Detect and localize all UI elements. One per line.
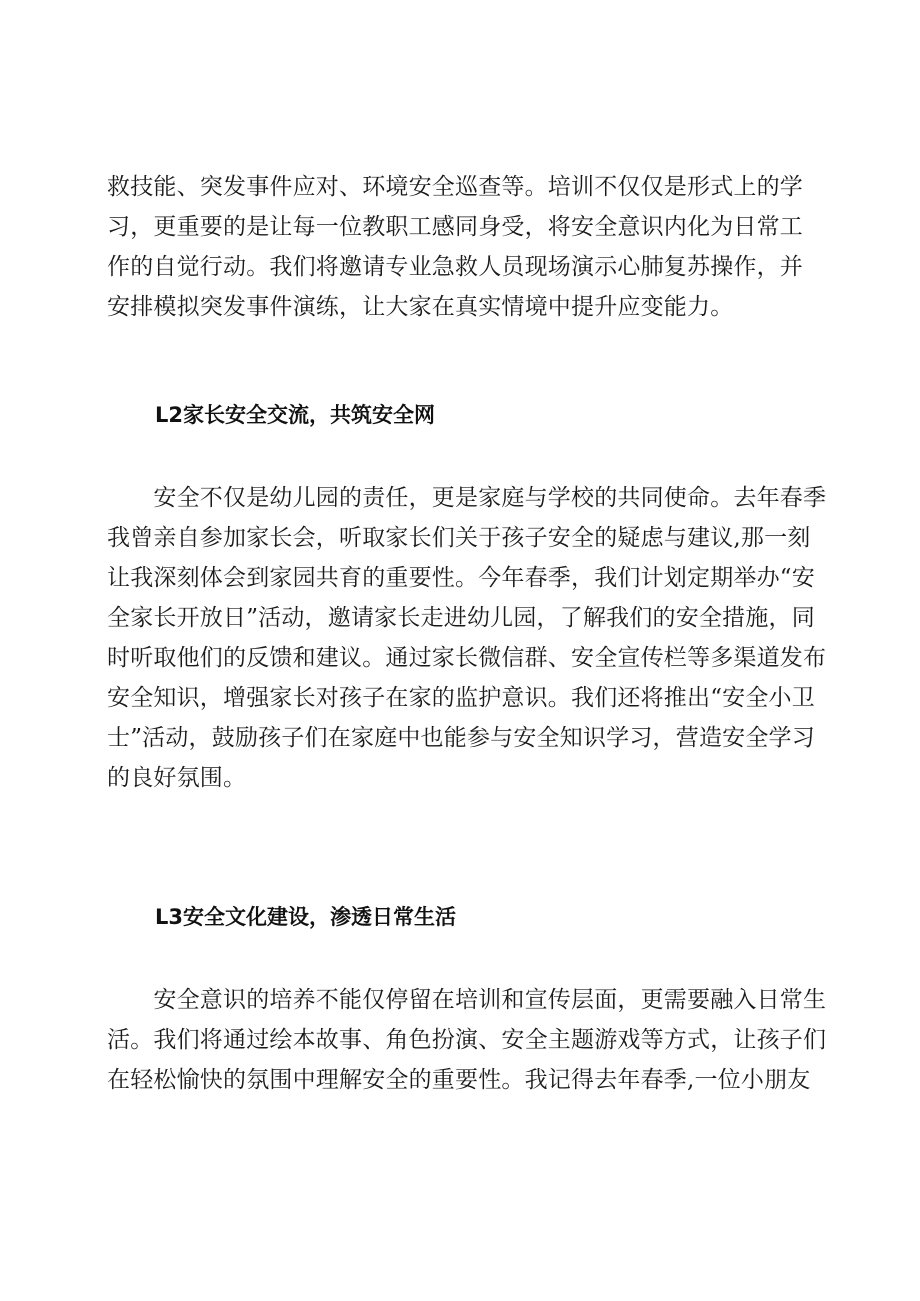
paragraph-parent-communication [107, 478, 827, 798]
text-line: 安全知识，增强家长对孩子在家的监护意识。我们还将推出“安全小卫 [107, 685, 815, 711]
paragraph-training [107, 167, 827, 327]
paragraph-safety-culture [107, 980, 827, 1100]
text-line: 安全意识的培养不能仅停留在培训和宣传层面，更需要融入日常生 [107, 987, 827, 1013]
paragraph-text [107, 167, 827, 327]
text-line: 士”活动，鼓励孩子们在家庭中也能参与安全知识学习，营造安全学习 [107, 725, 815, 751]
text-line: 习，更重要的是让每一位教职工感同身受，将安全意识内化为日常工 [107, 214, 803, 240]
paragraph-text [107, 980, 827, 1100]
paragraph-text [107, 478, 827, 798]
section-heading-safety-culture: L3安全文化建设，渗透日常生活 [155, 905, 456, 929]
text-line: 的良好氛围。 [107, 765, 247, 791]
text-line: 让我深刻体会到家园共育的重要性。今年春季，我们计划定期举办“安 [107, 565, 815, 591]
text-line: 救技能、突发事件应对、环境安全巡查等。培训不仅仅是形式上的学 [107, 174, 803, 200]
text-line: 在轻松愉快的氛围中理解安全的重要性。我记得去年春季,一位小朋友 [107, 1067, 811, 1093]
text-line: 安排模拟突发事件演练，让大家在真实情境中提升应变能力。 [107, 294, 734, 320]
text-line: 活。我们将通过绘本故事、角色扮演、安全主题游戏等方式，让孩子们 [107, 1027, 827, 1053]
text-line: 作的自觉行动。我们将邀请专业急救人员现场演示心肺复苏操作，并 [107, 254, 803, 280]
text-line: 时听取他们的反馈和建议。通过家长微信群、安全宣传栏等多渠道发布 [107, 645, 827, 671]
section-heading-parent-communication: L2家长安全交流，共筑安全网 [155, 403, 435, 427]
text-line: 我曾亲自参加家长会，听取家长们关于孩子安全的疑虑与建议,那一刻 [107, 525, 811, 551]
text-line: 全家长开放日”活动，邀请家长走进幼儿园，了解我们的安全措施，同 [107, 605, 815, 631]
text-line: 安全不仅是幼儿园的责任，更是家庭与学校的共同使命。去年春季 [107, 485, 827, 511]
